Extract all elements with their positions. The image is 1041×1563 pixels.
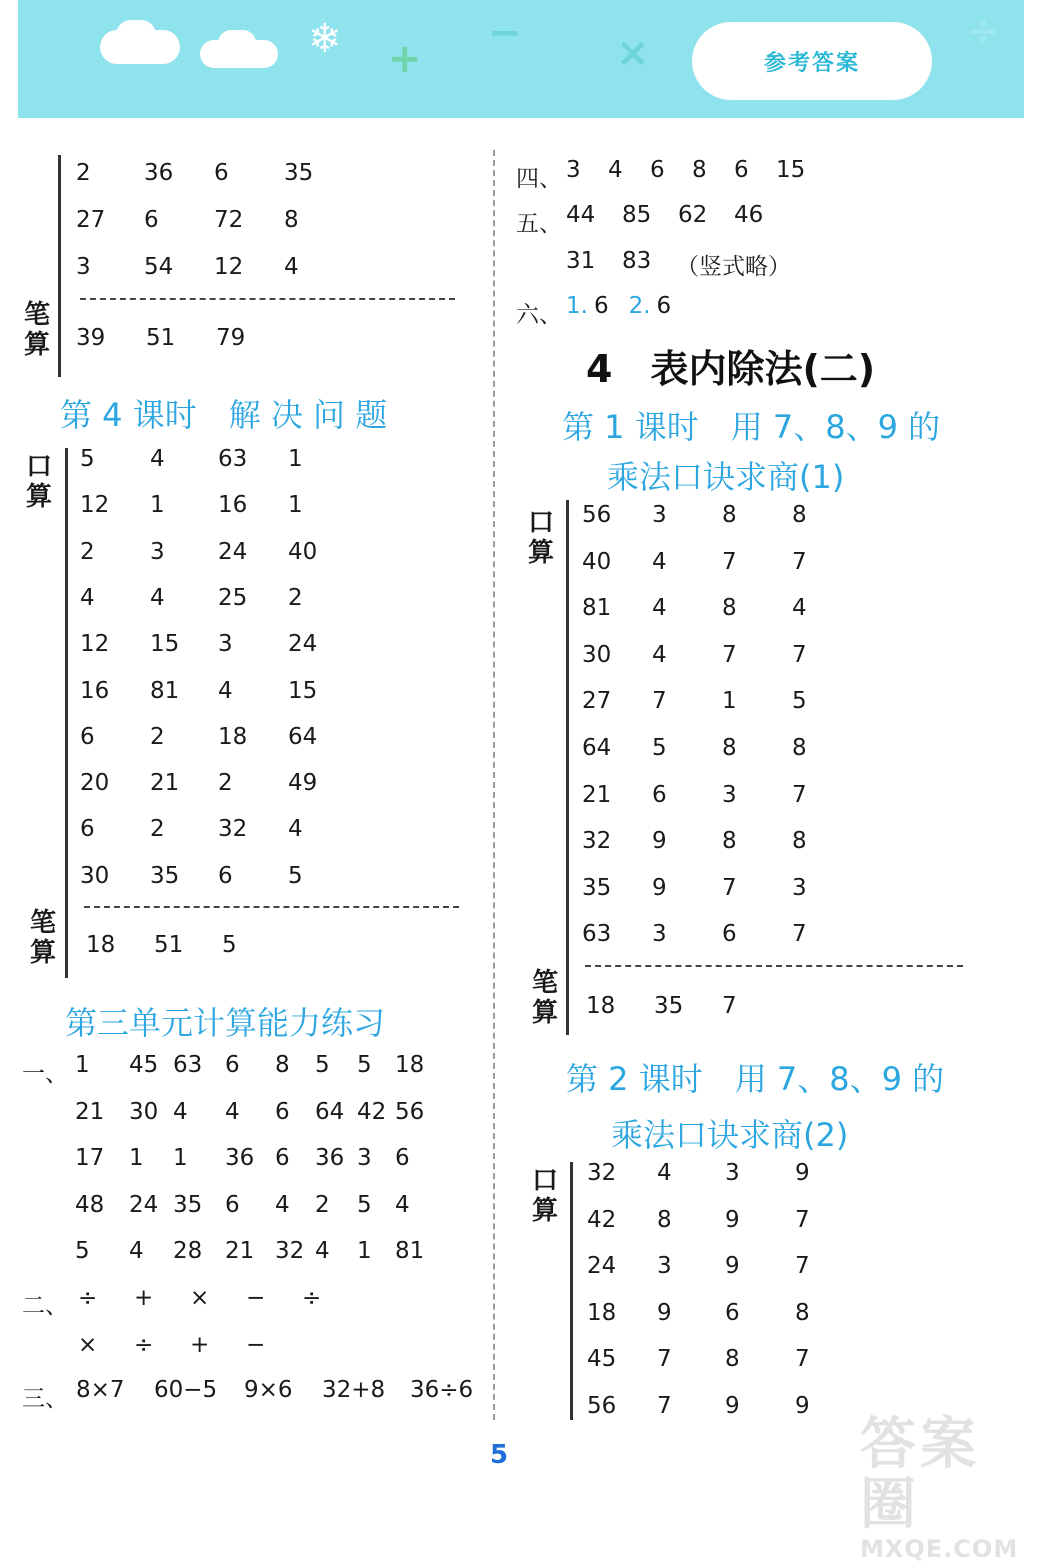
answer-value: 12 (80, 492, 110, 519)
answer-value: 45 (129, 1052, 159, 1078)
answer-value: 2 (80, 538, 95, 565)
answer-value: 81 (150, 677, 180, 704)
answer-value: 49 (288, 770, 318, 797)
answer-value: 6 (80, 723, 95, 750)
answer-value: 4 (608, 157, 623, 183)
answer-value: 8 (792, 828, 807, 855)
answer-value: ÷ (78, 1285, 98, 1311)
answer-value: 32 (582, 828, 612, 855)
q1-label: 一、 (22, 1061, 68, 1087)
answer-value: 6 (722, 921, 737, 948)
answer-value: 64 (315, 1098, 345, 1125)
answer-value: ÷ (302, 1285, 322, 1311)
answer-value: 39 (76, 325, 106, 351)
answer-value: 9 (725, 1206, 740, 1233)
q5-label: 五、 (516, 211, 562, 237)
answer-value: 16 (218, 492, 248, 519)
answer-value: 35 (284, 160, 314, 186)
answer-value: 36 (225, 1145, 255, 1171)
answer-value: 51 (146, 325, 176, 351)
answer-value: 4 (284, 254, 299, 280)
answer-value: 30 (80, 862, 110, 889)
answer-value: 4 (395, 1191, 410, 1218)
answer-value: 21 (75, 1098, 105, 1125)
answer-value: 8 (722, 502, 737, 528)
answer-value: 4 (275, 1191, 290, 1218)
answer-value: 3 (652, 502, 667, 528)
answer-value: 24 (288, 631, 318, 658)
answer-value: 5 (357, 1191, 372, 1218)
kousuan-label: 口算 (25, 452, 52, 512)
answer-value: 35 (173, 1191, 203, 1218)
answer-value: 9×6 (244, 1377, 293, 1403)
dashed-separator (84, 906, 459, 908)
answer-value: 17 (75, 1145, 105, 1171)
answer-value: 32 (275, 1238, 305, 1264)
answer-value: 42 (587, 1206, 617, 1233)
answer-value: 6 (218, 862, 233, 889)
answer-value: 6 (144, 207, 159, 233)
answer-value: 6 (650, 157, 665, 183)
answer-value: 1 (357, 1238, 372, 1264)
answer-value: 12 (214, 254, 244, 280)
cloud-icon (116, 20, 156, 50)
answer-value: 24 (129, 1191, 159, 1218)
snowflake-icon: ❄ (308, 16, 342, 62)
cloud-snow-icon (218, 30, 256, 56)
answer-value: 15 (288, 677, 318, 704)
q6-label: 六、 (516, 302, 562, 328)
answer-value: 7 (722, 641, 737, 668)
answer-value: 4 (657, 1160, 672, 1186)
kousuan-label: 口算 (527, 508, 554, 568)
plus-icon: + (388, 36, 422, 82)
answer-value: 8 (792, 735, 807, 761)
answer-value: 7 (722, 548, 737, 575)
answer-value: × (78, 1332, 98, 1358)
answer-value: 6 (652, 781, 667, 808)
bisuan-label: 笔算 (531, 968, 558, 1028)
answer-value: 63 (582, 921, 612, 948)
answer-value: 4 (150, 446, 165, 472)
answer-value: 3 (566, 157, 581, 183)
answer-value: 7 (792, 781, 807, 808)
answer-value: 44 (566, 202, 596, 228)
answer-value: 2 (218, 770, 233, 797)
answer-value: 24 (587, 1253, 617, 1280)
dashed-separator (585, 965, 963, 967)
answer-value: 4 (792, 595, 807, 622)
answer-value: 2 (288, 584, 303, 611)
answer-value: 9 (795, 1160, 810, 1186)
bisuan-label: 笔算 (29, 908, 56, 968)
q6-number: 2. (628, 293, 651, 319)
answer-value: 7 (795, 1346, 810, 1373)
answer-value: 8×7 (76, 1377, 125, 1403)
answer-value: 36 (144, 160, 174, 186)
answer-value: 3 (722, 781, 737, 808)
answer-value: 81 (582, 595, 612, 622)
answer-value: 27 (76, 207, 106, 233)
answer-value: 25 (218, 584, 248, 611)
answer-value: 54 (144, 254, 174, 280)
answer-value: 18 (218, 723, 248, 750)
answer-value: + (190, 1332, 210, 1358)
answer-value: 64 (582, 735, 612, 761)
answer-value: 15 (776, 157, 806, 183)
q6-value: 6 (593, 293, 609, 319)
answer-value: 1 (173, 1145, 188, 1171)
answer-value: 8 (722, 735, 737, 761)
answer-value: 4 (288, 816, 303, 843)
answer-value: 3 (725, 1160, 740, 1186)
answer-value: 15 (150, 631, 180, 658)
q6-number: 1. (566, 293, 588, 319)
answer-value: 5 (222, 932, 237, 958)
answer-value: 4 (652, 548, 667, 575)
watermark (860, 1412, 1030, 1563)
q6-answers (566, 293, 671, 319)
answer-value: 18 (587, 1299, 617, 1326)
answer-value: 20 (80, 770, 110, 797)
answer-value: 5 (652, 735, 667, 761)
q3-label: 三、 (22, 1386, 68, 1412)
answer-value: 8 (275, 1052, 290, 1078)
answer-value: 40 (582, 548, 612, 575)
answer-value: 6 (395, 1145, 410, 1171)
answer-value: 7 (792, 641, 807, 668)
answer-value: 32+8 (322, 1377, 386, 1403)
section-bar (570, 1162, 573, 1420)
answer-value: 6 (275, 1145, 290, 1171)
kousuan-label: 口算 (531, 1166, 558, 1226)
answer-key-badge: 参考答案 (692, 22, 932, 100)
answer-value: 36 (315, 1145, 345, 1171)
answer-value: 83 (622, 248, 652, 274)
answer-value: 4 (652, 595, 667, 622)
answer-value: 36÷6 (410, 1377, 474, 1403)
answer-value: 9 (725, 1393, 740, 1419)
answer-value: 27 (582, 688, 612, 715)
lesson-title: 第 2 课时 用 7、8、9 的 (566, 1060, 945, 1098)
q2-label: 二、 (22, 1293, 68, 1319)
section-bar (65, 448, 68, 978)
answer-value: 45 (587, 1346, 617, 1373)
answer-value: 8 (284, 207, 299, 233)
answer-value: 5 (357, 1052, 372, 1078)
answer-value: 2 (150, 723, 165, 750)
answer-value: 6 (725, 1299, 740, 1326)
answer-value: 4 (652, 641, 667, 668)
answer-value: 48 (75, 1191, 105, 1218)
answer-value: 35 (582, 874, 612, 901)
answer-value: + (134, 1285, 154, 1311)
answer-value: 8 (792, 502, 807, 528)
answer-value: 63 (218, 446, 248, 472)
answer-value: 63 (173, 1052, 203, 1078)
answer-value: 7 (795, 1253, 810, 1280)
answer-value: 7 (722, 874, 737, 901)
answer-value: 7 (657, 1393, 672, 1419)
answer-value: 21 (225, 1238, 255, 1264)
answer-value: 1 (75, 1052, 90, 1078)
column-divider (493, 150, 495, 1420)
answer-value: 2 (315, 1191, 330, 1218)
answer-value: 3 (76, 254, 91, 280)
answer-value: − (246, 1332, 266, 1358)
answer-value: 3 (652, 921, 667, 948)
answer-value: 18 (586, 993, 616, 1019)
answer-value: 1 (722, 688, 737, 715)
answer-value: 7 (722, 993, 737, 1019)
answer-value: 8 (692, 157, 707, 183)
answer-value: 6 (214, 160, 229, 186)
answer-value: 12 (80, 631, 110, 658)
answer-value: 7 (657, 1346, 672, 1373)
answer-value: 6 (80, 816, 95, 843)
answer-value: 21 (582, 781, 612, 808)
answer-value: 81 (395, 1238, 425, 1264)
answer-value: 56 (587, 1393, 617, 1419)
answer-value: 9 (795, 1393, 810, 1419)
answer-value: 40 (288, 538, 318, 565)
watermark-text: 答案圈 (860, 1412, 980, 1537)
answer-value: 3 (657, 1253, 672, 1280)
bisuan-label: 笔算 (23, 300, 50, 360)
answer-value: 1 (288, 446, 303, 472)
answer-value: 9 (652, 828, 667, 855)
answer-value: 18 (395, 1052, 425, 1078)
answer-value: ÷ (134, 1332, 154, 1358)
lesson-subtitle: 乘法口诀求商(1) (607, 458, 845, 496)
answer-value: × (190, 1285, 210, 1311)
answer-value: 5 (792, 688, 807, 715)
answer-value: 5 (288, 862, 303, 889)
answer-value: 2 (76, 160, 91, 186)
answer-value: 7 (792, 921, 807, 948)
answer-value: 8 (722, 828, 737, 855)
q6-value: 6 (656, 293, 672, 319)
answer-value: 1 (288, 492, 303, 519)
answer-value: 79 (216, 325, 246, 351)
answer-value: 28 (173, 1238, 203, 1264)
answer-value: 56 (395, 1098, 425, 1125)
answer-value: 32 (218, 816, 248, 843)
answer-value: 4 (129, 1238, 144, 1264)
answer-value: 30 (129, 1098, 159, 1125)
answer-value: 5 (80, 446, 95, 472)
lesson-title: 第 1 课时 用 7、8、9 的 (562, 408, 941, 446)
answer-value: 6 (225, 1191, 240, 1218)
answer-value: 46 (734, 202, 764, 228)
answer-value: 6 (225, 1052, 240, 1078)
answer-value: 7 (792, 548, 807, 575)
answer-value: 4 (173, 1098, 188, 1125)
answer-value: 85 (622, 202, 652, 228)
answer-value: 5 (315, 1052, 330, 1078)
answer-value: 5 (75, 1238, 90, 1264)
divide-icon: ÷ (966, 8, 1000, 54)
section-bar (58, 155, 61, 377)
answer-value: 7 (795, 1206, 810, 1233)
lesson-subtitle: 乘法口诀求商(2) (611, 1116, 849, 1154)
unit-title: 第三单元计算能力练习 (65, 1004, 386, 1042)
answer-value: 16 (80, 677, 110, 704)
answer-value: 6 (734, 157, 749, 183)
lesson-title: 第 4 课时 解 决 问 题 (60, 396, 388, 434)
answer-value: 4 (225, 1098, 240, 1125)
answer-value: 62 (678, 202, 708, 228)
answer-value: 30 (582, 641, 612, 668)
section-bar (566, 500, 569, 1035)
answer-value: 7 (652, 688, 667, 715)
answer-value: 1 (150, 492, 165, 519)
answer-value: 72 (214, 207, 244, 233)
answer-value: 9 (725, 1253, 740, 1280)
answer-value: 42 (357, 1098, 387, 1125)
answer-value: 60−5 (154, 1377, 218, 1403)
answer-value: 3 (150, 538, 165, 565)
answer-value: 51 (154, 932, 184, 958)
answer-value: 9 (657, 1299, 672, 1326)
answer-value: 56 (582, 502, 612, 528)
answer-value: 8 (657, 1206, 672, 1233)
answer-value: 4 (80, 584, 95, 611)
answer-value: 18 (86, 932, 116, 958)
answer-value: 3 (357, 1145, 372, 1171)
q4-label: 四、 (516, 166, 562, 192)
answer-value: 4 (315, 1238, 330, 1264)
answer-value: 2 (150, 816, 165, 843)
answer-value: 9 (652, 874, 667, 901)
answer-value: 4 (150, 584, 165, 611)
answer-value: 64 (288, 723, 318, 750)
answer-value: 1 (129, 1145, 144, 1171)
answer-value: 3 (792, 874, 807, 901)
answer-value: 35 (150, 862, 180, 889)
answer-value: 8 (722, 595, 737, 622)
answer-value: 6 (275, 1098, 290, 1125)
answer-value: 24 (218, 538, 248, 565)
answer-value: 8 (725, 1346, 740, 1373)
answer-value: − (246, 1285, 266, 1311)
answer-value: 21 (150, 770, 180, 797)
answer-value: 8 (795, 1299, 810, 1326)
answer-value: 35 (654, 993, 684, 1019)
answer-value: 3 (218, 631, 233, 658)
minus-icon: − (488, 10, 522, 56)
page-number: 5 (490, 1440, 509, 1470)
watermark-url: MXQE.COM (860, 1535, 1019, 1563)
dashed-separator (80, 298, 455, 300)
times-icon: × (616, 30, 650, 76)
answer-value: 31 (566, 248, 596, 274)
chapter-title: 4 表内除法(二) (586, 347, 876, 391)
answer-value: 4 (218, 677, 233, 704)
answer-value: 32 (587, 1160, 617, 1186)
answer-value: （竖式略） (676, 254, 791, 280)
